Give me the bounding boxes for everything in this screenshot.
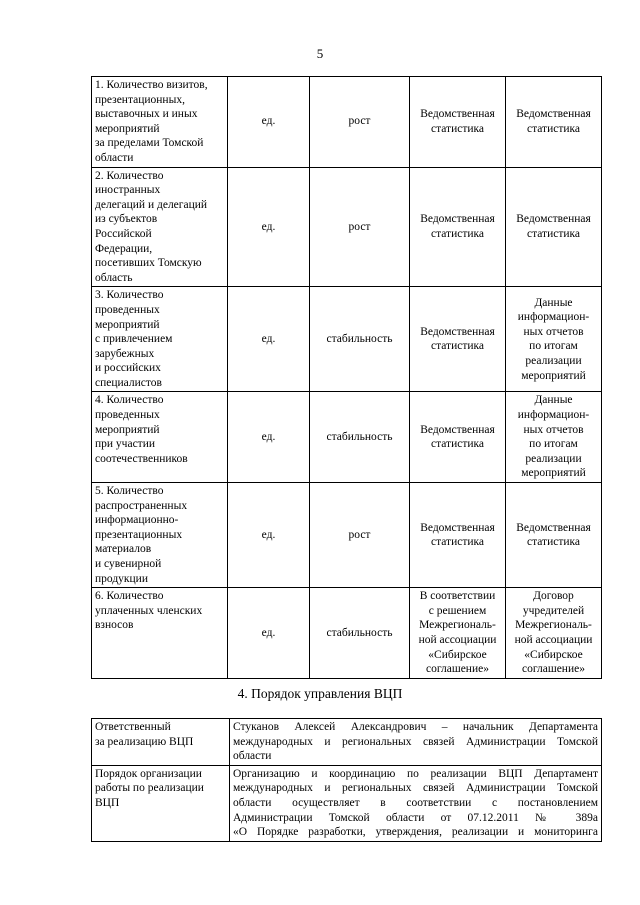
cell-line: 4. Количество xyxy=(95,394,164,407)
source-cell xyxy=(410,167,506,287)
cell-line: области xyxy=(95,151,134,164)
cell-line: статистика xyxy=(430,536,485,549)
cell-line: мероприятий xyxy=(95,423,160,436)
cell-line: презентационных xyxy=(95,528,183,541)
cell-line: Российской xyxy=(95,227,152,240)
cell-line: с привлечением xyxy=(95,333,173,346)
cell-line: ной ассоциации xyxy=(418,633,497,646)
cell-line: информацион- xyxy=(517,311,590,324)
cell-line: уплаченных членских xyxy=(95,604,203,617)
cell-line: зарубежных xyxy=(95,347,155,360)
trend-cell: рост xyxy=(310,77,410,168)
cell-line: В соответствии xyxy=(419,590,496,603)
cell-line: статистика xyxy=(430,122,485,135)
cell-line: мероприятий xyxy=(521,467,586,480)
management-value xyxy=(230,719,602,766)
trend-cell: стабильность xyxy=(310,588,410,679)
cell-line: распространенных xyxy=(95,499,188,512)
unit-cell: ед. xyxy=(228,483,310,588)
source-cell xyxy=(410,287,506,392)
cell-line: Федерации, xyxy=(95,242,153,255)
cell-line: 6. Количество xyxy=(95,590,164,603)
cell-line: проведенных xyxy=(95,303,160,316)
cell-line: Данные xyxy=(534,394,573,407)
table-row xyxy=(92,287,602,392)
cell-line: «Сибирское xyxy=(428,648,487,661)
trend-cell: рост xyxy=(310,167,410,287)
cell-line: при участии xyxy=(95,438,156,451)
cell-line: выставочных и иных xyxy=(95,108,198,121)
cell-line: соглашение» xyxy=(426,663,489,676)
cell-line: области xyxy=(233,750,272,763)
trend-cell: стабильность xyxy=(310,392,410,483)
cell-line: Межрегиональ- xyxy=(419,619,496,632)
cell-line: «Сибирское xyxy=(524,648,583,661)
source-cell xyxy=(410,483,506,588)
cell-line: Ответственный xyxy=(95,721,171,733)
cell-line: область xyxy=(95,271,133,284)
unit-cell: ед. xyxy=(228,77,310,168)
source-cell xyxy=(506,392,602,483)
page-number: 5 xyxy=(316,46,324,61)
table-row xyxy=(92,719,602,766)
cell-line: делегаций и делегаций xyxy=(95,198,208,211)
cell-line: Ведомственная xyxy=(516,108,591,121)
cell-line: презентационных, xyxy=(95,93,185,106)
cell-line: Стуканов Алексей Александрович – начальник Департамента xyxy=(233,721,598,733)
cell-line: продукции xyxy=(95,572,148,585)
cell-line: из субъектов xyxy=(95,213,158,226)
cell-line: области осуществляет в соответствии с постановлением xyxy=(233,796,598,809)
cell-line: Порядок организации xyxy=(95,767,202,780)
cell-line: статистика xyxy=(526,227,581,240)
cell-line: учредителей xyxy=(522,604,585,617)
cell-line: 2. Количество xyxy=(95,169,164,182)
cell-line: статистика xyxy=(430,227,485,240)
table-row xyxy=(92,167,602,287)
cell-line: мероприятий xyxy=(95,318,160,331)
cell-line: Данные xyxy=(534,296,573,309)
indicators-table xyxy=(91,76,602,679)
cell-line: статистика xyxy=(526,122,581,135)
cell-line: Договор xyxy=(533,590,574,603)
table-row xyxy=(92,77,602,168)
cell-line: Организацию и координацию по реализации ВЦП Департамент xyxy=(233,767,598,780)
cell-line: Ведомственная xyxy=(516,521,591,534)
unit-cell: ед. xyxy=(228,287,310,392)
indicator-name xyxy=(92,77,228,168)
cell-line: реализации xyxy=(525,452,582,465)
cell-line: мероприятий xyxy=(95,122,160,135)
cell-line: проведенных xyxy=(95,409,160,422)
indicator-name xyxy=(92,167,228,287)
source-cell xyxy=(410,588,506,679)
cell-line: за пределами Томской xyxy=(95,137,204,150)
management-label xyxy=(92,765,230,841)
source-cell xyxy=(506,588,602,679)
cell-line: работы по реализации xyxy=(95,782,204,795)
cell-line: ВЦП xyxy=(95,796,120,809)
management-value xyxy=(230,765,602,841)
cell-line: Ведомственная xyxy=(420,108,495,121)
cell-line: Ведомственная xyxy=(420,325,495,338)
section-heading: 4. Порядок управления ВЦП xyxy=(237,686,403,701)
indicator-name xyxy=(92,392,228,483)
trend-cell: рост xyxy=(310,483,410,588)
indicator-name xyxy=(92,483,228,588)
cell-line: 3. Количество xyxy=(95,289,164,302)
cell-line: специалистов xyxy=(95,376,162,389)
cell-line: Ведомственная xyxy=(516,213,591,226)
source-cell xyxy=(506,77,602,168)
cell-line: с решением xyxy=(428,604,487,617)
unit-cell: ед. xyxy=(228,167,310,287)
cell-line: и российских xyxy=(95,362,161,375)
cell-line: по итогам xyxy=(529,340,578,353)
cell-line: информацион- xyxy=(517,409,590,422)
cell-line: за реализацию ВЦП xyxy=(95,735,194,748)
cell-line: и сувенирной xyxy=(95,558,162,570)
cell-line: ных отчетов xyxy=(523,423,584,436)
source-cell xyxy=(506,287,602,392)
table-row xyxy=(92,392,602,483)
cell-line: Ведомственная xyxy=(420,213,495,226)
cell-line: Администрации Томской области от 07.12.2011 № 389а xyxy=(233,811,598,824)
cell-line: материалов xyxy=(95,543,152,556)
table-row xyxy=(92,588,602,679)
cell-line: информационно- xyxy=(95,514,179,527)
cell-line: статистика xyxy=(526,536,581,549)
cell-line: 1. Количество визитов, xyxy=(95,79,208,91)
unit-cell: ед. xyxy=(228,392,310,483)
cell-line: посетивших Томскую xyxy=(95,257,202,270)
source-cell xyxy=(410,392,506,483)
cell-line: Ведомственная xyxy=(420,521,495,534)
trend-cell: стабильность xyxy=(310,287,410,392)
cell-line: статистика xyxy=(430,438,485,451)
cell-line: мероприятий xyxy=(521,369,586,382)
indicator-name xyxy=(92,287,228,392)
table-row xyxy=(92,765,602,841)
source-cell xyxy=(506,167,602,287)
unit-cell: ед. xyxy=(228,588,310,679)
cell-line: международных и региональных связей Администрации Томской xyxy=(233,735,598,748)
cell-line: соглашение» xyxy=(522,663,585,676)
source-cell xyxy=(506,483,602,588)
cell-line: 5. Количество xyxy=(95,485,164,498)
source-cell xyxy=(410,77,506,168)
cell-line: Ведомственная xyxy=(420,423,495,436)
cell-line: ных отчетов xyxy=(523,325,584,338)
cell-line: статистика xyxy=(430,340,485,353)
cell-line: «О Порядке разработки, утверждения, реализации и мониторинга xyxy=(233,826,598,839)
cell-line: по итогам xyxy=(529,438,578,451)
cell-line: иностранных xyxy=(95,184,161,197)
cell-line: реализации xyxy=(525,354,582,367)
management-label xyxy=(92,719,230,766)
cell-line: соотечественников xyxy=(95,452,188,465)
cell-line: ной ассоциации xyxy=(514,633,593,646)
cell-line: Межрегиональ- xyxy=(515,619,592,632)
management-table xyxy=(91,718,602,842)
cell-line: международных и региональных связей Администрации Томской xyxy=(233,782,598,795)
table-row xyxy=(92,483,602,588)
indicator-name xyxy=(92,588,228,679)
cell-line: взносов xyxy=(95,619,134,632)
